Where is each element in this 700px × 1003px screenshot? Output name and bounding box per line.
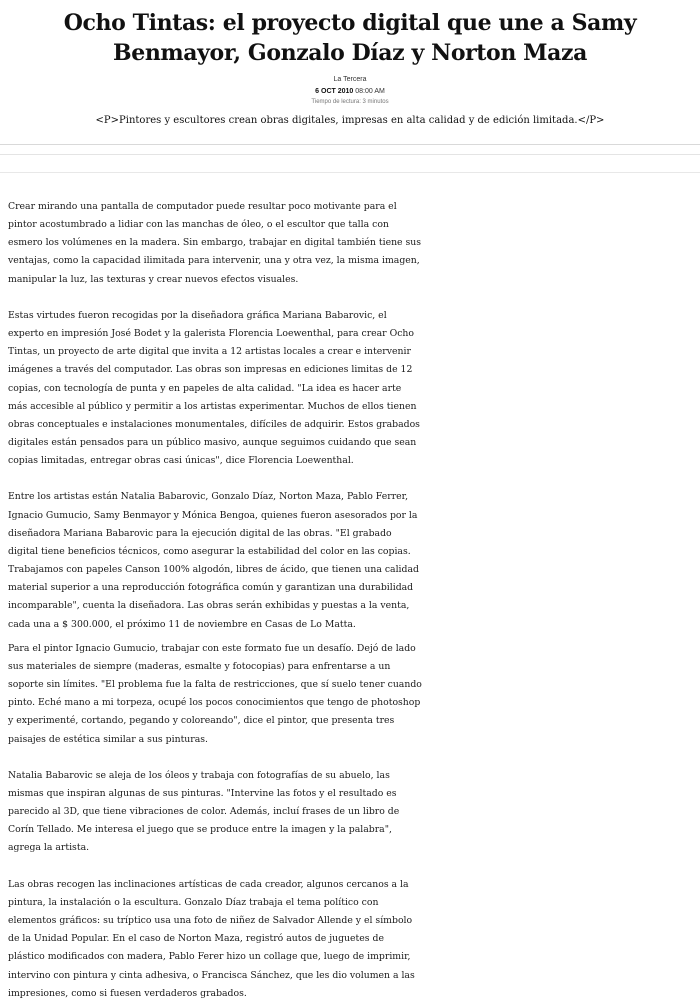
article-datetime <box>0 88 700 95</box>
article-headline: Ocho Tintas: el proyecto digital que une a Samy Benmayor, Gonzalo Díaz y Norton Maza <box>63 10 637 66</box>
article-paragraph: Natalia Babarovic se aleja de los óleos y trabaja con fotografías de su abuelo, las mismas que inspiran algunas de sus pinturas. "Intervine las fotos y el resultado es parecido al 3D, que tiene vibraciones de color. Además, incluí frases de un libro de Corín Tellado. Me interesa el juego que se produce entre la imagen y la palabra", agrega la artista. <box>8 769 400 854</box>
article-subtitle: <P>Pintores y escultores crean obras digitales, impresas en alta calidad y de edición limitada.</P> <box>95 115 605 126</box>
article-paragraph: Las obras recogen las inclinaciones artísticas de cada creador, algunos cercanos a la pintura, la instalación o la escultura. Gonzalo Díaz trabaja el tema político con elementos gráficos: su tríptico usa una foto de niñez de Salvador Allende y el símbolo de la Unidad Popular. En el caso de Norton Maza, registró autos de juguetes de plástico modificados con madera, Pablo Ferer hizo un collage que, luego de imprimir, intervino con pintura y cinta adhesiva, o Francisca Sánchez, que les dio volumen a las impresiones, como si fuesen verdaderos grabados. <box>8 878 415 999</box>
content-divider <box>0 172 700 173</box>
article-body <box>8 198 423 1003</box>
article-paragraph: Para el pintor Ignacio Gumucio, trabajar con este formato fue un desafío. Dejó de lado sus materiales de siempre (maderas, esmalte y fotocopias) para enfrentarse a un soporte sin límites. "El problema fue la falta de restricciones, que sí suelo tener cuando pinto. Eché mano a mi torpeza, ocupé los pocos conocimientos que tengo de photoshop y experimenté, cortando, pegando y coloreando", dice el pintor, que presenta tres paisajes de estética similar a sus pinturas. <box>8 642 422 745</box>
article-source[interactable]: La Tercera <box>333 76 367 83</box>
header-divider <box>0 144 700 145</box>
article-paragraph: Estas virtudes fueron recogidas por la diseñadora gráfica Mariana Babarovic, el experto en impresión José Bodet y la galerista Florencia Loewenthal, para crear Ocho Tintas, un proyecto de arte digital que invita a 12 artistas locales a crear e intervenir imágenes a través del computador. Las obras son impresas en ediciones limitas de 12 copias, con tecnología de punta y en papeles de alta calidad. "La idea es hacer arte más accesible al público y permitir a los artistas experimentar. Muchos de ellos tienen obras conceptuales e instalaciones monumentales, difíciles de adquirir. Estos grabados digitales están pensados para un público masivo, aunque seguimos cuidando que sean copias limitadas, entregar obras casi únicas", dice Florencia Loewenthal. <box>8 309 420 467</box>
article-paragraph: Crear mirando una pantalla de computador puede resultar poco motivante para el pintor acostumbrado a lidiar con las manchas de óleo, o el escultor que talla con esmero los volúmenes en la madera. Sin embargo, trabajar en digital también tiene sus ventajas, como la capacidad ilimitada para intervenir, una y otra vez, la misma imagen, manipular la luz, las texturas y crear nuevos efectos visuales. <box>8 201 422 285</box>
header-divider-secondary <box>0 154 700 155</box>
article-time: 08:00 AM <box>355 88 385 95</box>
reading-time: Tiempo de lectura: 3 minutos <box>311 99 389 105</box>
article-date: 6 OCT 2010 <box>315 88 354 95</box>
article-paragraph: Entre los artistas están Natalia Babarovic, Gonzalo Díaz, Norton Maza, Pablo Ferrer, Ignacio Gumucio, Samy Benmayor y Mónica Bengoa, quienes fueron asesorados por la diseñadora Mariana Babarovic para la ejecución digital de las obras. "El grabado digital tiene beneficios técnicos, como asegurar la estabilidad del color en las copias. Trabajamos con papeles Canson 100% algodón, libres de ácido, que tienen una calidad material superior a una reproducción fotográfica común y garantizan una durabilidad incomparable", cuenta la diseñadora. Las obras serán exhibidas y puestas a la venta, cada una a $ 300.000, el próximo 11 de noviembre en Casas de Lo Matta. <box>8 491 419 630</box>
